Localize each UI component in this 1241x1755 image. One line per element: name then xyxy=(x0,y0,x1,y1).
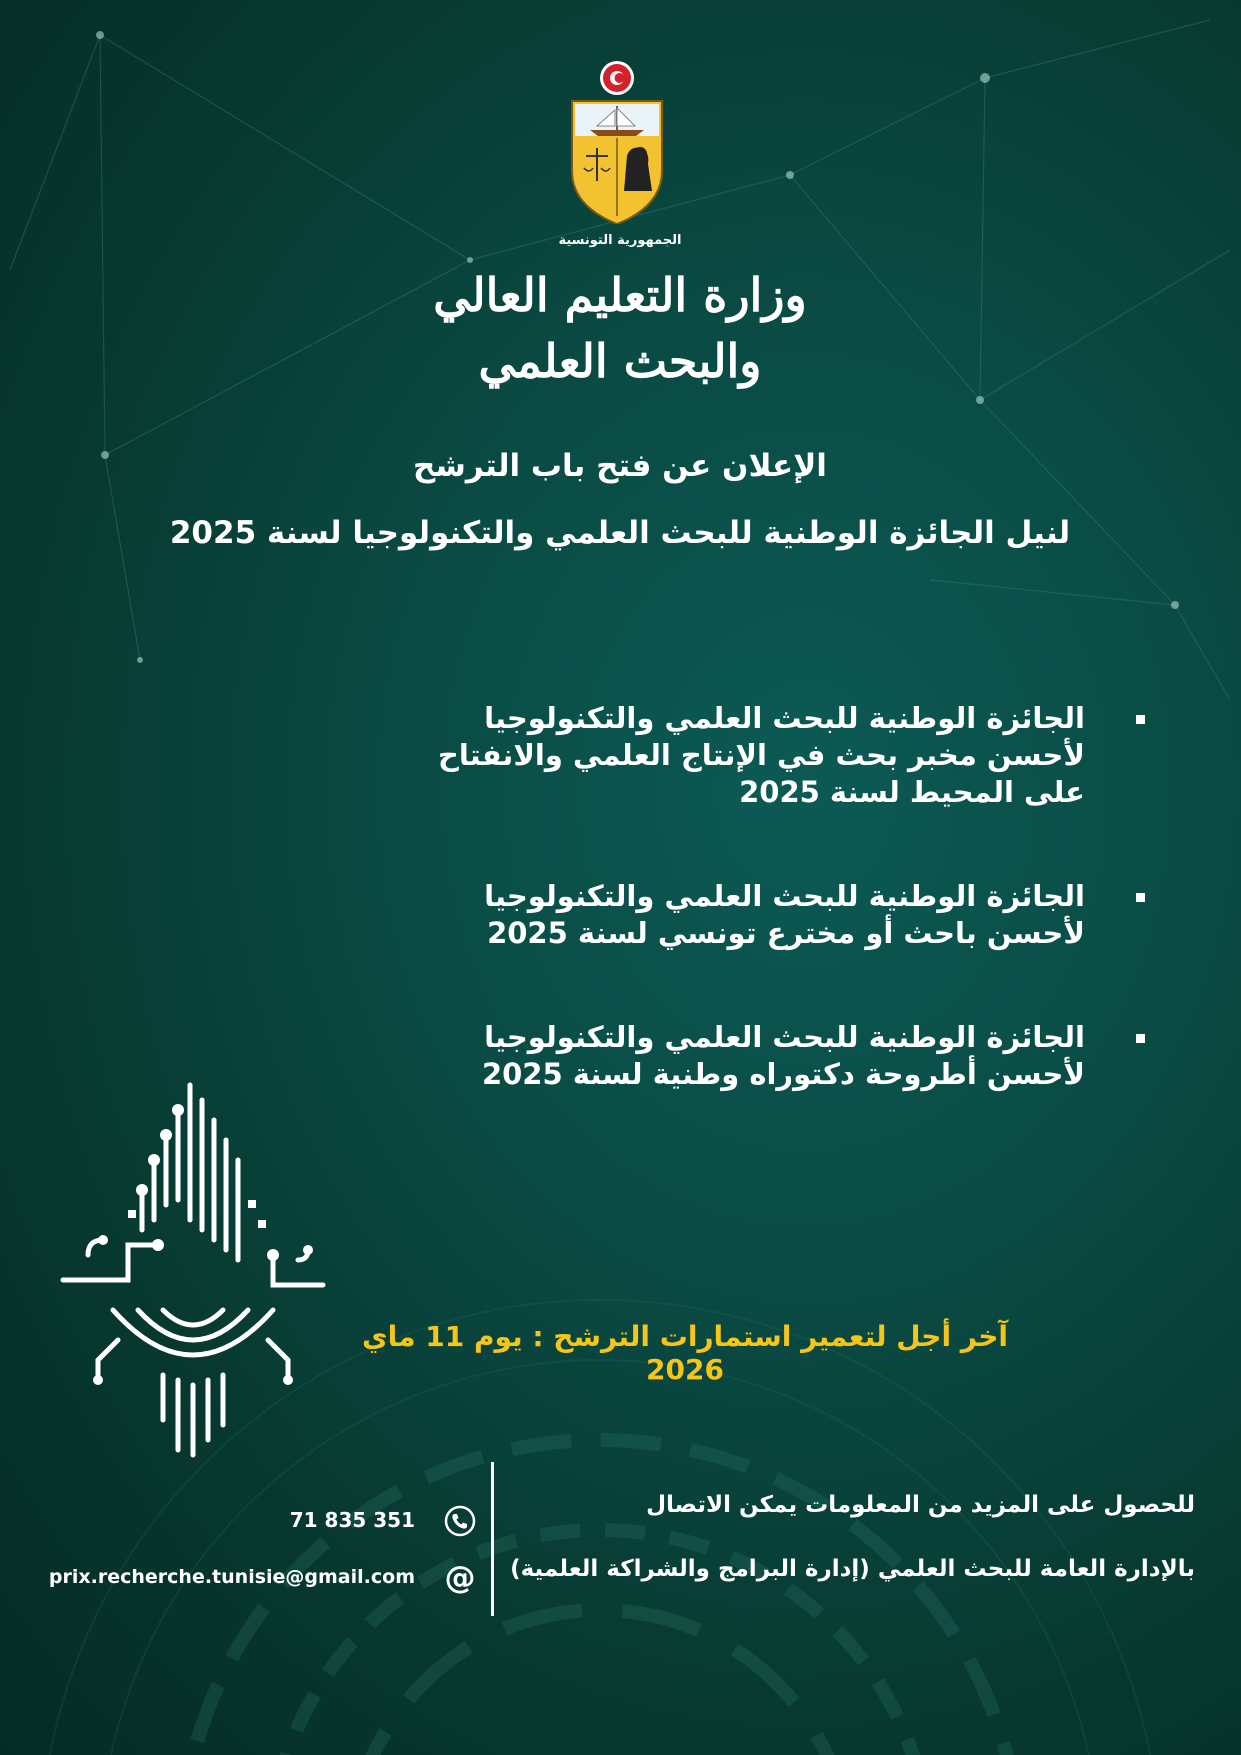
prize-item xyxy=(400,1019,1145,1093)
deadline-notice: آخر أجل لتعمير استمارات الترشح : يوم 11 ماي 2026 xyxy=(362,1320,1008,1386)
vertical-divider xyxy=(491,1462,494,1616)
prize-text: الجائزة الوطنية للبحث العلمي والتكنولوجيا لأحسن مخبر بحث في الإنتاج العلمي والانفتاح على المحيط لسنة 2025 xyxy=(437,701,1085,809)
ministry-name xyxy=(420,262,820,394)
prize-list xyxy=(400,700,1145,1160)
prize-text: الجائزة الوطنية للبحث العلمي والتكنولوجيا لأحسن أطروحة دكتوراه وطنية لسنة 2025 xyxy=(481,1020,1085,1091)
ministry-line-2: والبحث العلمي xyxy=(478,334,762,388)
calligraphy-circuit-logo-icon xyxy=(58,1080,328,1460)
prize-item xyxy=(400,700,1145,811)
contact-info-line-1: للحصول على المزيد من المعلومات يمكن الاتصال xyxy=(646,1492,1195,1518)
republic-name: الجمهورية التونسية xyxy=(558,233,682,248)
ministry-line-1: وزارة التعليم العالي xyxy=(433,268,807,322)
announcement-title: الإعلان عن فتح باب الترشح xyxy=(413,448,827,484)
square-bullet-icon xyxy=(1136,893,1145,902)
square-bullet-icon xyxy=(1136,1034,1145,1043)
contact-info-line-2: بالإدارة العامة للبحث العلمي (إدارة البرامج والشراكة العلمية) xyxy=(510,1556,1195,1582)
prize-text: الجائزة الوطنية للبحث العلمي والتكنولوجيا لأحسن باحث أو مخترع تونسي لسنة 2025 xyxy=(484,879,1085,950)
email-at-icon: @ xyxy=(444,1560,476,1596)
email-address[interactable]: prix.recherche.tunisie@gmail.com xyxy=(48,1566,415,1588)
square-bullet-icon xyxy=(1136,715,1145,724)
tunisia-coat-of-arms-icon xyxy=(562,56,672,224)
phone-number[interactable]: 71 835 351 xyxy=(289,1508,415,1532)
announcement-subtitle: لنيل الجائزة الوطنية للبحث العلمي والتكنولوجيا لسنة 2025 xyxy=(169,515,1071,551)
phone-icon xyxy=(444,1505,476,1537)
prize-item xyxy=(400,878,1145,952)
